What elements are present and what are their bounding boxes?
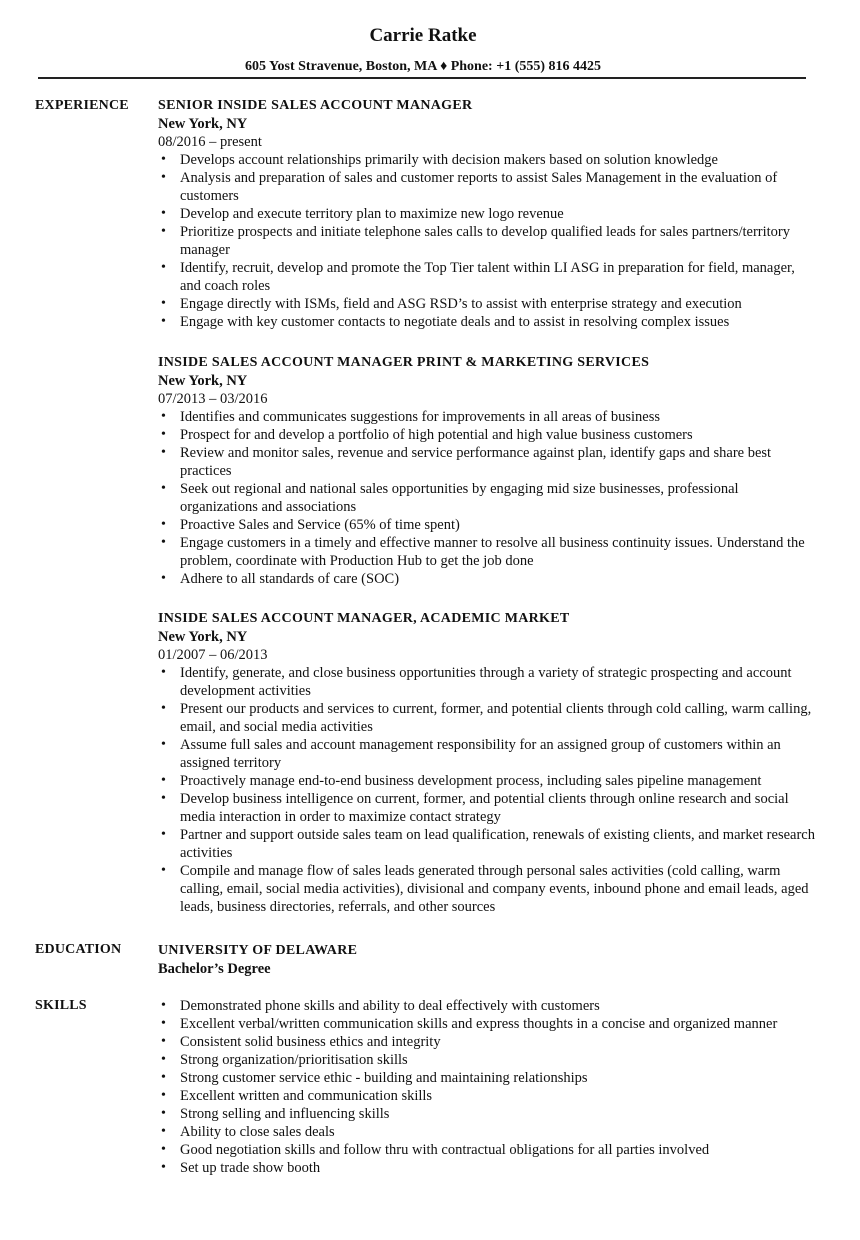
list-item-text: Set up trade show booth [180,1160,321,1176]
job-dates: 08/2016 – present [158,134,262,150]
list-item [158,700,818,736]
list-item-text: Proactively manage end-to-end business development process, including sales pipeline management [180,773,762,789]
list-item-text: Identifies and communicates suggestions for improvements in all areas of business [180,409,661,425]
list-item [158,1141,818,1159]
list-item-text: Proactive Sales and Service (65% of time spent) [180,517,460,533]
list-item [158,1033,818,1051]
header-divider [38,77,806,79]
list-item-text: Consistent solid business ethics and integrity [180,1034,441,1050]
list-item [158,426,818,444]
list-item [158,444,818,480]
list-item-text: Excellent verbal/written communication skills and express thoughts in a concise and organized manner [180,1016,778,1032]
list-item-text: Develop and execute territory plan to maximize new logo revenue [180,206,564,222]
list-item [158,826,818,862]
bullet-icon: • [161,260,166,275]
contact-line: 605 Yost Stravenue, Boston, MA ♦ Phone: +1 (555) 816 4425 [244,59,602,74]
list-item [158,1015,818,1033]
list-item-text: Assume full sales and account management responsibility for an assigned group of customers within an assigned territory [180,737,781,771]
bullet-icon: • [161,863,166,878]
list-item-text: Present our products and services to current, former, and potential clients through cold calling, warm calling, email, and social media activities [180,701,812,735]
list-item [158,772,818,790]
list-item [158,1159,818,1177]
bullet-icon: • [161,701,166,716]
list-item-text: Strong customer service ethic - building and maintaining relationships [180,1070,588,1086]
list-item-text: Ability to close sales deals [180,1124,335,1140]
bullet-icon: • [161,1070,166,1085]
bullet-icon: • [161,314,166,329]
list-item-text: Engage with key customer contacts to negotiate deals and to assist in resolving complex issues [180,314,730,330]
list-item [158,736,818,772]
bullet-icon: • [161,409,166,424]
list-item [158,313,818,331]
bullet-icon: • [161,1016,166,1031]
skills-list [158,997,818,1177]
job-location: New York, NY [158,373,248,389]
degree: Bachelor’s Degree [158,961,271,977]
list-item-text: Engage customers in a timely and effective manner to resolve all business continuity issues. Understand the problem, coordinate with Production Hub to get the job done [180,535,805,569]
list-item [158,480,818,516]
job-bullets [158,151,818,331]
list-item-text: Seek out regional and national sales opportunities by engaging mid size businesses, professional organizations and associations [180,481,739,515]
list-item-text: Prospect for and develop a portfolio of high potential and high value business customers [180,427,693,443]
list-item [158,295,818,313]
list-item [158,223,818,259]
bullet-icon: • [161,791,166,806]
list-item [158,1069,818,1087]
bullet-icon: • [161,1124,166,1139]
list-item [158,534,818,570]
bullet-icon: • [161,773,166,788]
list-item [158,997,818,1015]
list-item-text: Excellent written and communication skills [180,1088,433,1104]
list-item [158,1051,818,1069]
list-item-text: Adhere to all standards of care (SOC) [180,571,400,587]
skills-entry [158,997,818,1177]
list-item [158,151,818,169]
bullet-icon: • [161,445,166,460]
skills-label: SKILLS [35,998,87,1013]
list-item-text: Demonstrated phone skills and ability to deal effectively with customers [180,998,600,1014]
list-item [158,408,818,426]
job-title: INSIDE SALES ACCOUNT MANAGER PRINT & MARKETING SERVICES [158,355,650,370]
experience-label: EXPERIENCE [35,98,129,113]
bullet-icon: • [161,1160,166,1175]
bullet-icon: • [161,665,166,680]
education-label: EDUCATION [35,942,122,957]
school-name: UNIVERSITY OF DELAWARE [158,943,358,958]
list-item [158,1087,818,1105]
list-item-text: Compile and manage flow of sales leads generated through personal sales activities (cold calling, warm calling, email, social media activities), divisional and company events, inbound phone and email leads, aged leads, business directories, referrals, and other sources [180,863,809,915]
job-location: New York, NY [158,629,248,645]
education-entry [158,942,818,978]
bullet-icon: • [161,737,166,752]
bullet-icon: • [161,571,166,586]
list-item [158,664,818,700]
list-item-text: Analysis and preparation of sales and customer reports to assist Sales Management in the evaluation of customers [180,170,778,204]
bullet-icon: • [161,152,166,167]
bullet-icon: • [161,1034,166,1049]
list-item-text: Strong selling and influencing skills [180,1106,390,1122]
candidate-name: Carrie Ratke [369,25,477,46]
list-item-text: Prioritize prospects and initiate telephone sales calls to develop qualified leads for sales partners/territory manager [180,224,791,258]
list-item [158,862,818,916]
bullet-icon: • [161,427,166,442]
list-item [158,259,818,295]
job-dates: 01/2007 – 06/2013 [158,647,268,663]
bullet-icon: • [161,224,166,239]
job-title: INSIDE SALES ACCOUNT MANAGER, ACADEMIC MARKET [158,611,570,626]
bullet-icon: • [161,170,166,185]
list-item [158,1105,818,1123]
job-bullets [158,408,818,588]
list-item [158,790,818,826]
list-item-text: Identify, generate, and close business opportunities through a variety of strategic prospecting and account development activities [180,665,792,699]
list-item [158,1123,818,1141]
job-dates: 07/2013 – 03/2016 [158,391,268,407]
job-entry [158,610,818,916]
list-item-text: Develop business intelligence on current, former, and potential clients through online research and social media interaction in order to maximize contact strategy [180,791,789,825]
job-location: New York, NY [158,116,248,132]
list-item-text: Strong organization/prioritisation skills [180,1052,408,1068]
job-entry [158,97,818,331]
bullet-icon: • [161,1052,166,1067]
list-item-text: Review and monitor sales, revenue and service performance against plan, identify gaps and share best practices [180,445,772,479]
list-item-text: Good negotiation skills and follow thru with contractual obligations for all parties involved [180,1142,710,1158]
bullet-icon: • [161,481,166,496]
list-item [158,205,818,223]
list-item [158,570,818,588]
list-item-text: Partner and support outside sales team on lead qualification, renewals of existing clients, and market research activities [180,827,815,861]
list-item-text: Engage directly with ISMs, field and ASG RSD’s to assist with enterprise strategy and execution [180,296,742,312]
list-item [158,516,818,534]
bullet-icon: • [161,827,166,842]
list-item [158,169,818,205]
bullet-icon: • [161,1142,166,1157]
bullet-icon: • [161,296,166,311]
list-item-text: Identify, recruit, develop and promote the Top Tier talent within LI ASG in preparation for field, manager, and coach roles [180,260,795,294]
job-bullets [158,664,818,916]
bullet-icon: • [161,1106,166,1121]
bullet-icon: • [161,1088,166,1103]
job-entry [158,354,818,588]
bullet-icon: • [161,517,166,532]
job-title: SENIOR INSIDE SALES ACCOUNT MANAGER [158,98,473,113]
list-item-text: Develops account relationships primarily with decision makers based on solution knowledge [180,152,718,168]
bullet-icon: • [161,206,166,221]
bullet-icon: • [161,998,166,1013]
bullet-icon: • [161,535,166,550]
